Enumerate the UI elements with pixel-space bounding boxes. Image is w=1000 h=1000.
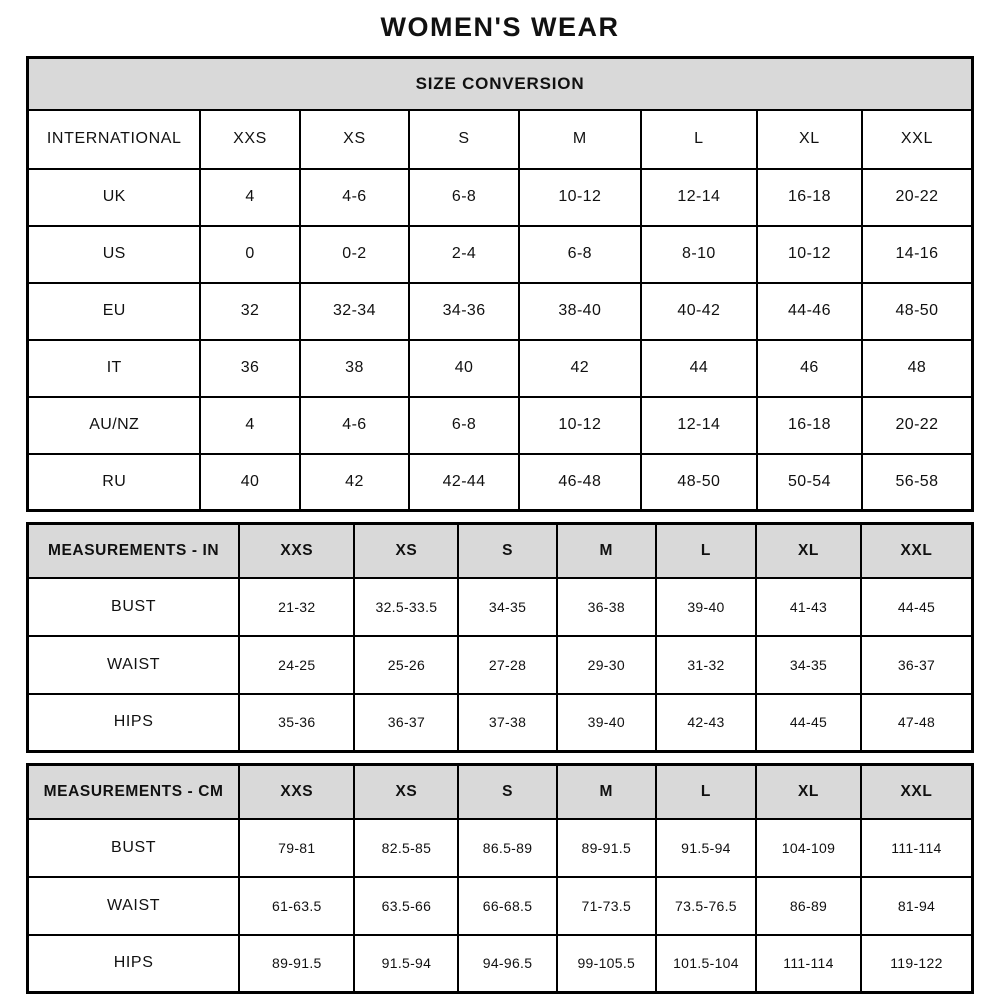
value-cell: 48 [862, 340, 973, 397]
value-cell: 42-44 [409, 454, 519, 511]
value-cell: 36 [200, 340, 299, 397]
value-cell: 12-14 [641, 397, 757, 454]
row-label: AU/NZ [28, 397, 201, 454]
value-cell: 40-42 [641, 283, 757, 340]
column-header-xl: XL [756, 524, 861, 578]
row-label: WAIST [28, 877, 240, 935]
value-cell: 94-96.5 [458, 935, 556, 993]
column-header-xl: XL [756, 765, 861, 819]
value-cell: 10-12 [519, 397, 641, 454]
value-cell: 20-22 [862, 169, 973, 226]
table-banner-row [28, 58, 973, 110]
table-row [28, 283, 973, 340]
value-cell: 66-68.5 [458, 877, 556, 935]
value-cell: 2-4 [409, 226, 519, 283]
column-header-measurements-cm: MEASUREMENTS - CM [28, 765, 240, 819]
value-cell: 48-50 [641, 454, 757, 511]
value-cell: 10-12 [519, 169, 641, 226]
size-conversion-header-row [28, 110, 973, 169]
value-cell: 91.5-94 [656, 819, 756, 877]
value-cell: 71-73.5 [557, 877, 656, 935]
value-cell: 6-8 [519, 226, 641, 283]
row-label: UK [28, 169, 201, 226]
table-row [28, 340, 973, 397]
value-cell: 29-30 [557, 636, 656, 694]
value-cell: 79-81 [239, 819, 354, 877]
row-label: RU [28, 454, 201, 511]
value-cell: 39-40 [656, 578, 756, 636]
value-cell: 31-32 [656, 636, 756, 694]
table-row [28, 819, 973, 877]
table-row [28, 935, 973, 993]
table-row [28, 578, 973, 636]
value-cell: 21-32 [239, 578, 354, 636]
value-cell: 86.5-89 [458, 819, 556, 877]
row-label: WAIST [28, 636, 240, 694]
value-cell: 35-36 [239, 694, 354, 752]
value-cell: 14-16 [862, 226, 973, 283]
column-header-xs: XS [354, 765, 458, 819]
row-label: US [28, 226, 201, 283]
value-cell: 25-26 [354, 636, 458, 694]
column-header-xxs: XXS [239, 524, 354, 578]
value-cell: 82.5-85 [354, 819, 458, 877]
value-cell: 32 [200, 283, 299, 340]
page-title: WOMEN'S WEAR [380, 12, 620, 42]
value-cell: 89-91.5 [557, 819, 656, 877]
table-row [28, 636, 973, 694]
value-cell: 36-37 [354, 694, 458, 752]
value-cell: 27-28 [458, 636, 556, 694]
table-row [28, 877, 973, 935]
value-cell: 44-45 [756, 694, 861, 752]
value-cell: 40 [200, 454, 299, 511]
row-label: BUST [28, 578, 240, 636]
value-cell: 63.5-66 [354, 877, 458, 935]
value-cell: 46 [757, 340, 862, 397]
value-cell: 41-43 [756, 578, 861, 636]
value-cell: 34-35 [458, 578, 556, 636]
column-header-xxl: XXL [861, 524, 973, 578]
column-header-international: INTERNATIONAL [28, 110, 201, 169]
value-cell: 0-2 [300, 226, 410, 283]
value-cell: 38 [300, 340, 410, 397]
size-conversion-banner: SIZE CONVERSION [28, 58, 973, 110]
measurements-cm-header-row [28, 765, 973, 819]
value-cell: 42-43 [656, 694, 756, 752]
table-row [28, 694, 973, 752]
value-cell: 42 [519, 340, 641, 397]
column-header-xs: XS [300, 110, 410, 169]
value-cell: 6-8 [409, 169, 519, 226]
value-cell: 8-10 [641, 226, 757, 283]
value-cell: 89-91.5 [239, 935, 354, 993]
value-cell: 42 [300, 454, 410, 511]
value-cell: 91.5-94 [354, 935, 458, 993]
value-cell: 104-109 [756, 819, 861, 877]
table-row [28, 169, 973, 226]
value-cell: 99-105.5 [557, 935, 656, 993]
value-cell: 34-36 [409, 283, 519, 340]
column-header-m: M [557, 524, 656, 578]
column-header-l: L [656, 765, 756, 819]
value-cell: 119-122 [861, 935, 973, 993]
value-cell: 44-46 [757, 283, 862, 340]
column-header-s: S [458, 524, 556, 578]
column-header-xl: XL [757, 110, 862, 169]
value-cell: 4 [200, 169, 299, 226]
value-cell: 61-63.5 [239, 877, 354, 935]
column-header-l: L [656, 524, 756, 578]
row-label: HIPS [28, 694, 240, 752]
value-cell: 4-6 [300, 169, 410, 226]
table-row [28, 397, 973, 454]
value-cell: 81-94 [861, 877, 973, 935]
value-cell: 32.5-33.5 [354, 578, 458, 636]
column-header-xxs: XXS [200, 110, 299, 169]
table-row [28, 454, 973, 511]
value-cell: 40 [409, 340, 519, 397]
value-cell: 73.5-76.5 [656, 877, 756, 935]
value-cell: 39-40 [557, 694, 656, 752]
value-cell: 37-38 [458, 694, 556, 752]
row-label: EU [28, 283, 201, 340]
value-cell: 50-54 [757, 454, 862, 511]
column-header-measurements-in: MEASUREMENTS - IN [28, 524, 240, 578]
value-cell: 24-25 [239, 636, 354, 694]
column-header-s: S [409, 110, 519, 169]
column-header-l: L [641, 110, 757, 169]
column-header-m: M [519, 110, 641, 169]
value-cell: 36-37 [861, 636, 973, 694]
value-cell: 38-40 [519, 283, 641, 340]
column-header-m: M [557, 765, 656, 819]
value-cell: 86-89 [756, 877, 861, 935]
value-cell: 12-14 [641, 169, 757, 226]
measurements-in-table [26, 522, 974, 753]
measurements-in-header-row [28, 524, 973, 578]
value-cell: 47-48 [861, 694, 973, 752]
value-cell: 56-58 [862, 454, 973, 511]
value-cell: 4-6 [300, 397, 410, 454]
value-cell: 10-12 [757, 226, 862, 283]
column-header-xxs: XXS [239, 765, 354, 819]
value-cell: 36-38 [557, 578, 656, 636]
column-header-xxl: XXL [861, 765, 973, 819]
value-cell: 0 [200, 226, 299, 283]
row-label: BUST [28, 819, 240, 877]
value-cell: 16-18 [757, 397, 862, 454]
value-cell: 20-22 [862, 397, 973, 454]
value-cell: 111-114 [756, 935, 861, 993]
column-header-s: S [458, 765, 556, 819]
row-label: IT [28, 340, 201, 397]
column-header-xxl: XXL [862, 110, 973, 169]
value-cell: 4 [200, 397, 299, 454]
value-cell: 6-8 [409, 397, 519, 454]
measurements-cm-table [26, 763, 974, 994]
value-cell: 32-34 [300, 283, 410, 340]
value-cell: 44 [641, 340, 757, 397]
value-cell: 16-18 [757, 169, 862, 226]
column-header-xs: XS [354, 524, 458, 578]
row-label: HIPS [28, 935, 240, 993]
table-row [28, 226, 973, 283]
value-cell: 111-114 [861, 819, 973, 877]
value-cell: 101.5-104 [656, 935, 756, 993]
value-cell: 48-50 [862, 283, 973, 340]
size-conversion-table [26, 56, 974, 512]
value-cell: 44-45 [861, 578, 973, 636]
value-cell: 46-48 [519, 454, 641, 511]
value-cell: 34-35 [756, 636, 861, 694]
